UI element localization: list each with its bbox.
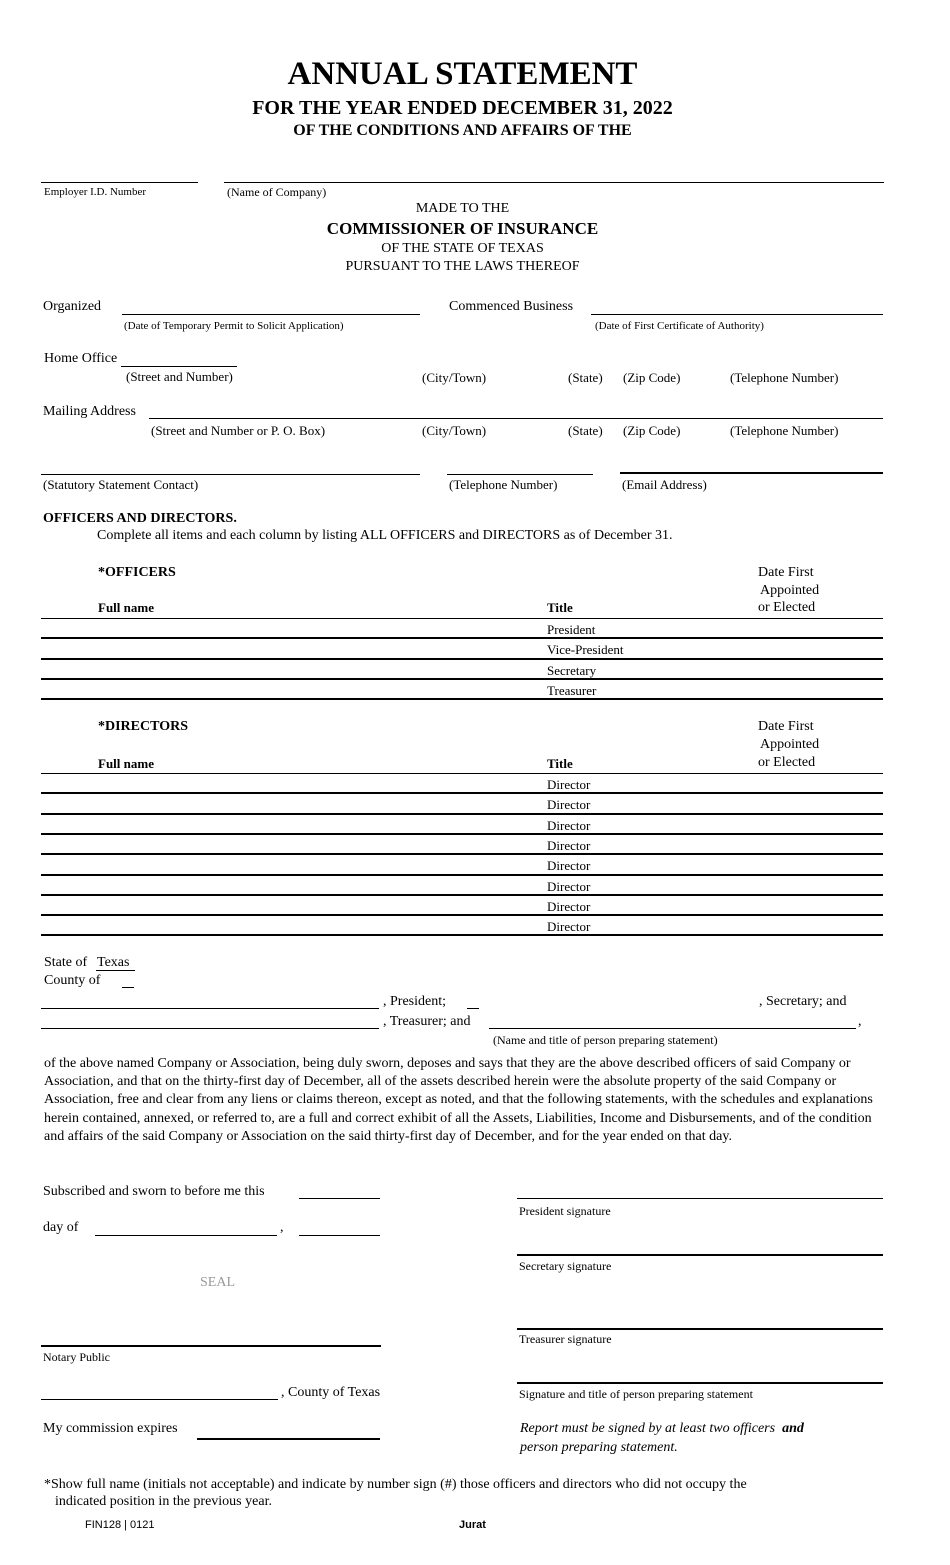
day-of-comma: , [280,1220,284,1235]
officers-directors-heading: OFFICERS AND DIRECTORS. [43,511,237,526]
treasurer-caption: , Treasurer; and [383,1014,471,1029]
directors-header-rule [41,773,883,774]
company-name-field[interactable] [224,182,884,183]
secretary-caption: , Secretary; and [759,994,847,1009]
subscribed-label: Subscribed and sworn to before me this [43,1184,265,1199]
director-title: Director [547,858,591,874]
made-to-line3: OF THE STATE OF TEXAS [381,241,544,256]
officer-title: Secretary [547,662,597,678]
contact-phone-caption: (Telephone Number) [449,477,558,492]
officer-title: Vice-President [547,642,624,658]
notary-county-field[interactable] [41,1399,278,1400]
made-to-line4: PURSUANT TO THE LAWS THEREOF [345,259,580,274]
company-name-label: (Name of Company) [227,185,327,199]
contact-email-caption: (Email Address) [622,477,707,492]
directors-title-header: Title [547,756,573,771]
officer-row-line[interactable] [41,698,883,700]
director-row-line[interactable] [41,833,883,835]
officers-heading: *OFFICERS [98,565,176,580]
mailing-address-field[interactable] [149,418,883,419]
state-of-label: State of [44,955,88,970]
secretary-signature-caption: Secretary signature [519,1259,612,1273]
footnote-line1: *Show full name (initials not acceptable) and indicate by number sign (#) those officers and directors who did not occupy the [44,1477,747,1492]
officer-row-line[interactable] [41,658,883,660]
made-to-line1: MADE TO THE [415,201,510,216]
preparer-signature-caption: Signature and title of person preparing statement [519,1387,753,1401]
conditions-line: OF THE CONDITIONS AND AFFAIRS OF THE [293,122,632,139]
directors-date-header-1: Date First [758,719,814,734]
commission-expires-field[interactable] [197,1438,380,1440]
home-city-caption: (City/Town) [422,370,487,385]
director-row-line[interactable] [41,813,883,815]
mailing-label: Mailing Address [43,404,136,419]
directors-date-header-2: Appointed [760,737,820,752]
officers-header-rule [41,618,883,619]
president-signature-caption: President signature [519,1204,611,1218]
director-title: Director [547,878,591,894]
president-caption: , President; [383,994,446,1009]
home-state-caption: (State) [568,370,603,385]
preparer-comma: , [858,1014,862,1029]
contact-email-field[interactable] [620,472,883,474]
officers-directors-instruction: Complete all items and each column by listing ALL OFFICERS and DIRECTORS as of December 31. [97,528,673,543]
employer-id-label: Employer I.D. Number [44,186,147,198]
treasurer-signature-caption: Treasurer signature [519,1332,612,1346]
signing-note-text: Report must be signed by at least two officers [520,1421,776,1436]
county-of-field[interactable] [122,987,134,988]
directors-name-header: Full name [98,756,154,771]
officers-title-header: Title [547,600,573,615]
page-title: ANNUAL STATEMENT [287,56,638,92]
directors-heading: *DIRECTORS [98,719,188,734]
directors-date-header-3: or Elected [758,755,816,770]
statutory-contact-caption: (Statutory Statement Contact) [43,477,199,492]
signing-note-line2: person preparing statement. [520,1440,678,1455]
director-row-line[interactable] [41,792,883,794]
day-of-year-field[interactable] [299,1235,380,1236]
home-office-field[interactable] [121,366,237,367]
preparer-caption: (Name and title of person preparing statement) [493,1033,718,1047]
mail-phone-caption: (Telephone Number) [730,423,839,438]
statutory-contact-field[interactable] [41,474,420,475]
day-of-month-field[interactable] [95,1235,277,1236]
commenced-label: Commenced Business [449,299,574,314]
commenced-date-field[interactable] [591,314,883,315]
section-label: Jurat [459,1519,486,1531]
home-phone-caption: (Telephone Number) [730,370,839,385]
organized-label: Organized [43,299,102,314]
preparer-name-field[interactable] [489,1028,856,1029]
home-zip-caption: (Zip Code) [623,370,681,385]
year-line: FOR THE YEAR ENDED DECEMBER 31, 2022 [252,97,673,119]
mail-street-caption: (Street and Number or P. O. Box) [151,423,326,438]
footnote-line2: indicated position in the previous year. [55,1494,272,1509]
officers-date-header-2: Appointed [760,583,820,598]
form-id: FIN128 | 0121 [85,1519,155,1531]
officers-date-header-1: Date First [758,565,814,580]
director-title: Director [547,777,591,792]
director-row-line[interactable] [41,914,883,916]
director-row-line[interactable] [41,934,883,936]
county-of-texas-caption: , County of Texas [281,1385,381,1400]
director-title: Director [547,898,591,914]
director-row-line[interactable] [41,874,883,876]
officers-name-header: Full name [98,600,154,615]
officer-row-line[interactable] [41,678,883,680]
director-title: Director [547,919,591,935]
mail-zip-caption: (Zip Code) [623,423,681,438]
county-of-label: County of [44,973,101,988]
officer-title: Treasurer [547,682,597,698]
president-signature-field[interactable] [517,1198,883,1199]
organized-date-field[interactable] [122,314,420,315]
officer-title: President [547,622,596,637]
made-to-line2: COMMISSIONER OF INSURANCE [326,219,599,238]
director-title: Director [547,797,591,813]
day-of-label: day of [43,1220,79,1235]
oath-paragraph: of the above named Company or Association, being duly sworn, deposes and says that they are the above described officers of said Company or Association, and that on the thirty-first day of December, all of the assets described herein were the absolute property of the said Company or Association, free and clear from any liens or claims thereon, except as noted, and that the following statements, with the schedules and explanations herein contained, annexed, or referred to, are a full and correct exhibit of all the Assets, Liabilities, Income and Disbursements, and of the condition and affairs of the said Company or Association on the said thirty-first day of December, and for the year ended on that day. [44,1056,873,1144]
director-title: Director [547,837,591,853]
employer-id-field[interactable] [41,182,198,183]
commission-expires-label: My commission expires [43,1421,178,1436]
president-name-field[interactable] [41,1008,379,1009]
officer-row-line[interactable] [41,637,883,639]
seal-placeholder: SEAL [200,1275,235,1290]
director-row-line[interactable] [41,853,883,855]
director-row-line[interactable] [41,894,883,896]
notary-public-caption: Notary Public [43,1350,110,1364]
home-office-label: Home Office [44,351,118,366]
state-of-value: Texas [97,955,130,970]
organized-sub: (Date of Temporary Permit to Solicit Application) [124,320,344,332]
home-street-caption: (Street and Number) [126,369,233,384]
secretary-name-prefix-field[interactable] [467,1008,479,1009]
secretary-signature-field[interactable] [517,1254,883,1256]
signing-note-and: and [782,1421,804,1436]
officers-date-header-3: or Elected [758,600,816,615]
treasurer-signature-field[interactable] [517,1328,883,1330]
subscribed-day-field[interactable] [299,1198,380,1199]
mail-state-caption: (State) [568,423,603,438]
director-title: Director [547,817,591,833]
treasurer-name-field[interactable] [41,1028,379,1029]
contact-phone-field[interactable] [447,474,593,475]
preparer-signature-field[interactable] [517,1382,883,1384]
commenced-sub: (Date of First Certificate of Authority) [595,320,764,332]
mail-city-caption: (City/Town) [422,423,487,438]
notary-signature-field[interactable] [41,1345,381,1347]
state-of-field[interactable] [96,970,135,971]
signing-note-line1 [520,1421,804,1437]
